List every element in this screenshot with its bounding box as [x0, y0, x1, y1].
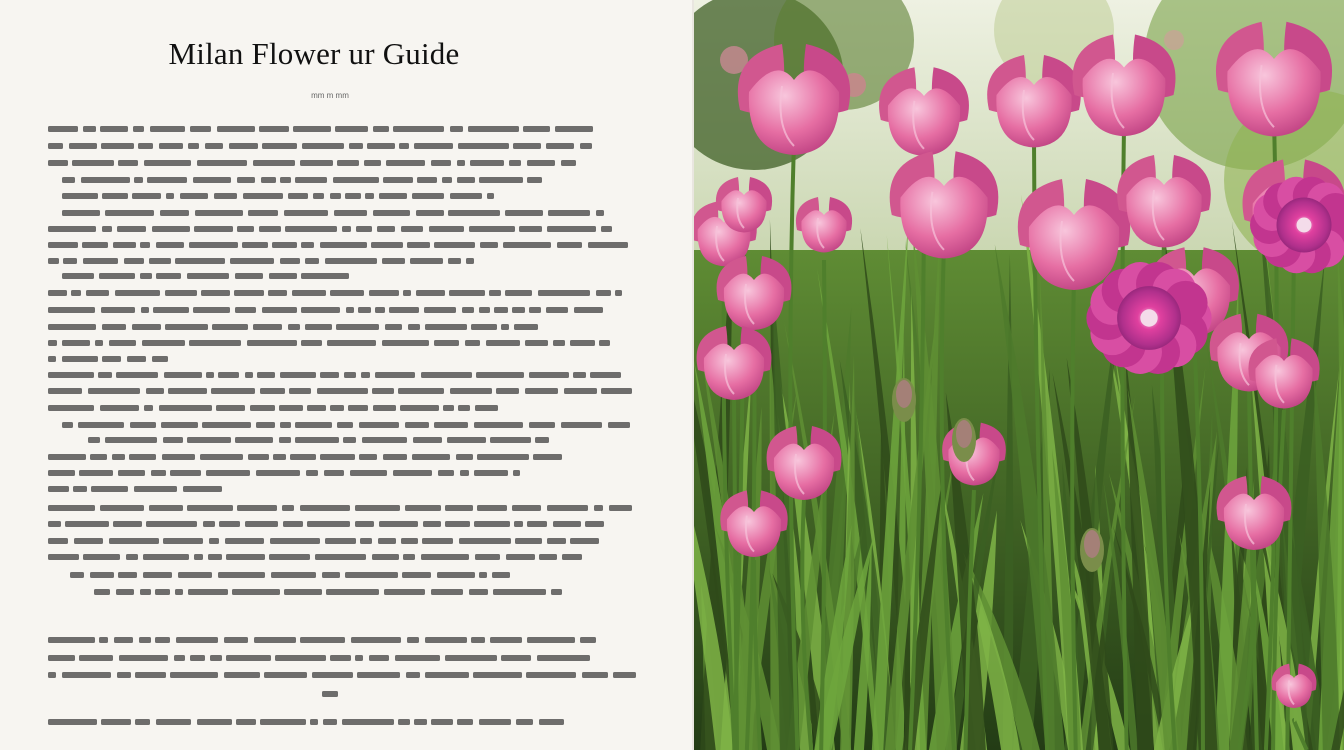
tulip-garden-image: [694, 0, 1344, 750]
page-subtitle: m​m m​ mm: [311, 91, 349, 100]
flower-photo: [694, 0, 1344, 750]
page-title: Milan Flower ur Guide: [168, 36, 460, 71]
